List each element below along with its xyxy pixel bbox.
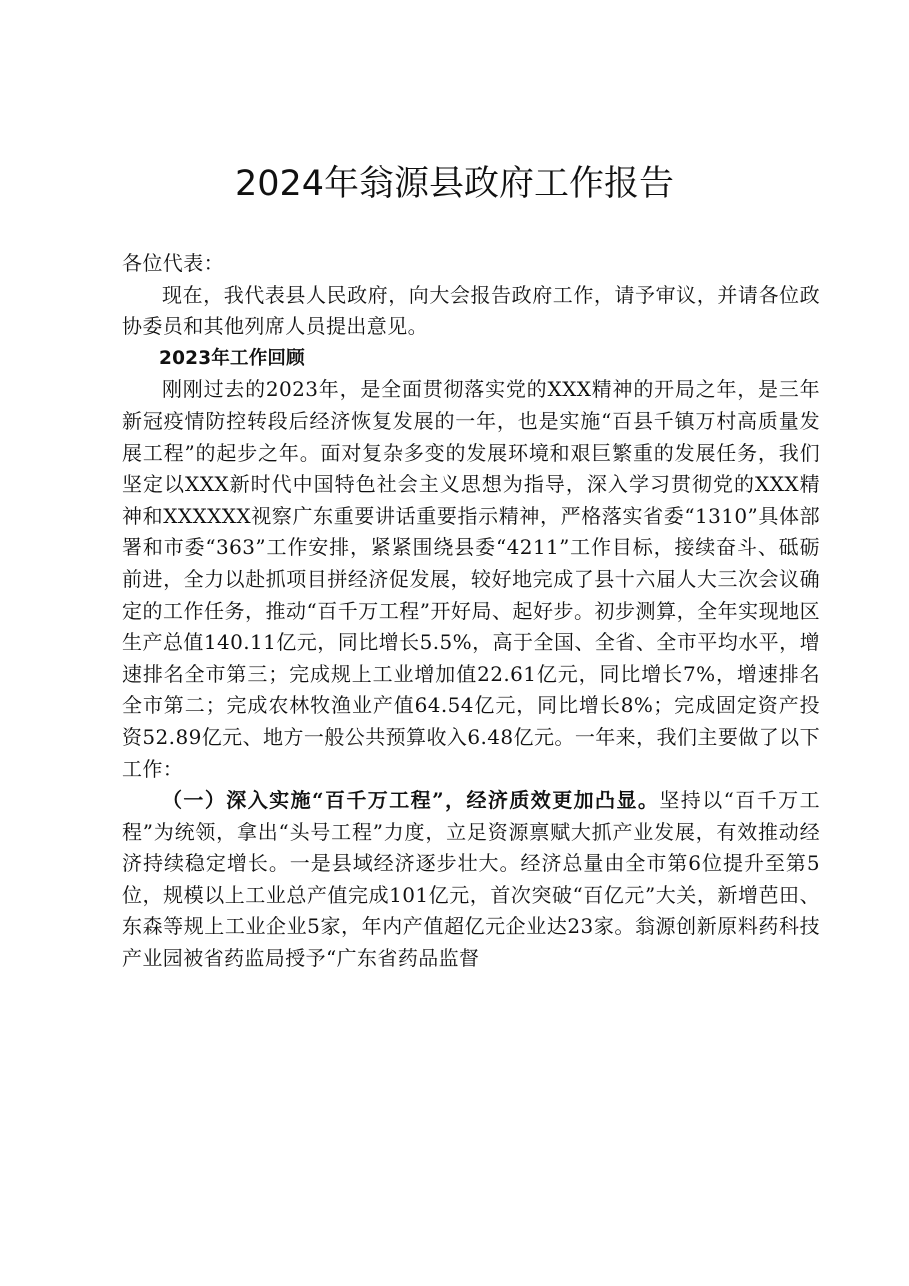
review-paragraph: 刚刚过去的2023年，是全面贯彻落实党的XXX精神的开局之年，是三年新冠疫情防控转段后经济恢复发展的一年，也是实施“百县千镇万村高质量发展工程”的起步之年。面对复杂多变的发展环境和艰巨繁重的发展任务，我们坚定以XXX新时代中国特色社会主义思想为指导，深入学习贯彻党的XXX精神和XXXXXX视察广东重要讲话重要指示精神，严格落实省委“1310”具体部署和市委“363”工作安排，紧紧围绕县委“4211”工作目标，接续奋斗、砥砺前进，全力以赴抓项目拼经济促发展，较好地完成了县十六届人大三次会议确定的工作任务，推动“百千万工程”开好局、起好步。初步测算，全年实现地区生产总值140.11亿元，同比增长5.5%，高于全国、全省、全市平均水平，增速排名全市第三；完成规上工业增加值22.61亿元，同比增长7%，增速排名全市第二；完成农林牧渔业产值64.54亿元，同比增长8%；完成固定资产投资52.89亿元、地方一般公共预算收入6.48亿元。一年来，我们主要做了以下工作： xyxy=(122,377,820,781)
item-1-heading: （一）深入实施“百千万工程”，经济质效更加凸显。 xyxy=(162,788,660,813)
section-heading: 2023年工作回顾 xyxy=(159,347,305,369)
intro-paragraph: 现在，我代表县人民政府，向大会报告政府工作，请予审议，并请各位政协委员和其他列席人员提出意见。 xyxy=(122,282,820,339)
item-1-paragraph xyxy=(122,785,820,975)
salutation: 各位代表： xyxy=(122,251,224,275)
document-body xyxy=(122,248,820,975)
item-1-text: 坚持以“百千万工程”为统领，拿出“头号工程”力度，立足资源禀赋大抓产业发展，有效推动经济持续稳定增长。一是县域经济逐步壮大。经济总量由全市第6位提升至第5位，规模以上工业总产值完成101亿元，首次突破“百亿元”大关，新增芭田、东森等规上工业企业5家，年内产值超亿元企业达23家。翁源创新原料药科技产业园被省药监局授予“广东省药品监督 xyxy=(122,788,820,971)
document-title: 2024年翁源县政府工作报告 xyxy=(234,164,675,204)
